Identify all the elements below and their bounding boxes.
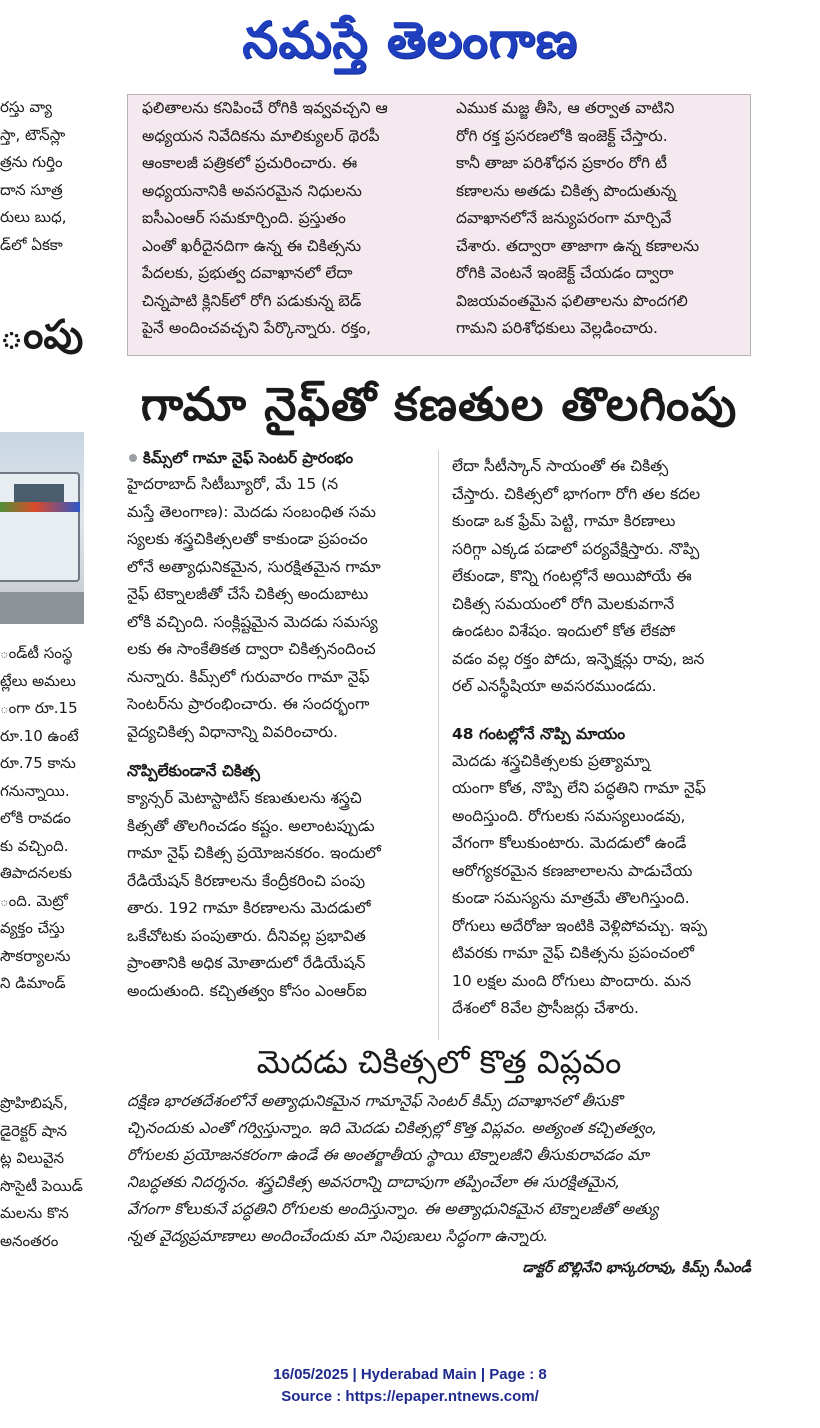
text-line: వైద్యచికిత్స విధానాన్ని వివరించారు. (127, 722, 338, 741)
text-line: దాన సూత్ర (0, 180, 63, 199)
text-line: స్యలకు శస్త్రచికిత్సలతో కాకుండా ప్రపంచం (127, 530, 368, 548)
text-line: ప్రొహిబిషన్, (0, 1094, 68, 1112)
quote-text (127, 1088, 751, 1250)
text-line: కానీ తాజా పరిశోధన ప్రకారం రోగి టీ (456, 154, 667, 172)
text-line: స్తా, టౌన్‌స్లా (0, 125, 66, 144)
metro-train-photo (0, 432, 84, 624)
text-line: తిపాదనలకు (0, 864, 72, 882)
text-line: మెదడు శస్త్రచికిత్సలకు ప్రత్యామ్నా (452, 751, 650, 770)
text-line: ట్లేలు అమలు (0, 671, 76, 690)
text-line: అధ్యయన నివేదికను మాలిక్యులర్ థెరపీ (142, 126, 380, 145)
text-line: యంగా కోత, నొప్పి లేని పద్ధతిని గామా నైఫ్ (452, 779, 706, 797)
text-line: అందుతుంది. కచ్చితత్వం కోసం ఎంఆర్ఐ (127, 981, 367, 1000)
text-line: విజయవంతమైన ఫలితాలను పొందగలి (456, 291, 688, 310)
text-line: దక్షిణ భారతదేశంలోనే అత్యాధునికమైన గామానైఫ్ సెంటర్ కిమ్స్ దవాఖానలో తీసుకొ (127, 1092, 622, 1110)
text-line: రేడియేషన్ కిరణాలను కేంద్రీకరించి పంపు (127, 871, 366, 890)
text-line: అధ్యయనానికి అవసరమైన నిధులను (142, 181, 362, 200)
footer-date-edition: 16/05/2025 | Hyderabad Main | Page : 8 (273, 1366, 547, 1383)
text-line: కుండా సమస్యను మాత్రమే తొలగిస్తుంది. (452, 889, 690, 907)
article-paragraph (127, 785, 425, 1005)
text-line: గామా నైఫ్ చికిత్స ప్రయోజనకరం. ఇందులో (127, 844, 381, 862)
text-line: రల్ ఎనస్థీషియా అవసరముండదు. (452, 677, 657, 695)
text-line: ని డిమాండ్ (0, 974, 66, 992)
page-footer (0, 1364, 820, 1408)
text-line: చేస్తారు. చికిత్సలో భాగంగా రోగి తల కదల (452, 484, 701, 503)
quote-headline: మెదడు చికిత్సలో కొత్త విప్లవం (256, 1043, 622, 1081)
main-headline: గామా నైఫ్‌తో కణతుల తొలగింపు (140, 377, 738, 431)
text-line: లేదా సీటీస్కాన్ సాయంతో ఈ చికిత్స (452, 457, 669, 475)
left-headline-fragment: ంపు (0, 312, 84, 358)
text-line: కుండా ఒక ఫ్రేమ్ పెట్టి, గామా కిరణాలు (452, 512, 676, 530)
text-line: మలను కొన (0, 1204, 69, 1222)
text-line: సౌకర్యాలను (0, 946, 71, 965)
text-line: ఒకేచోటకు పంపుతారు. దీనివల్ల ప్రభావిత (127, 926, 366, 945)
text-line: రోగులకు ప్రయోజనకరంగా ఉండే ఈ అంతర్జాతీయ స్థాయి టెక్నాలజీని తీసుకురావడం మా (127, 1146, 649, 1164)
text-line: రూ.10 ఉంటే (0, 726, 79, 745)
text-line: వడం వల్ల రక్తం పోదు, ఇన్ఫెక్షన్లు రావు, జన (452, 649, 705, 668)
article-paragraph (452, 748, 752, 1023)
text-line: తారు. 192 గామా కిరణాలను మెదడులో (127, 899, 371, 917)
article-paragraph (452, 453, 752, 701)
text-line: దేశంలో 8వేల ప్రొసీజర్లు చేశారు. (452, 999, 639, 1017)
text-line: వేగంగా కోలుకునే పద్ధతిని రోగులకు అందిస్తున్నాం. ఈ అత్యాధునికమైన టెక్నాలజీతో అత్యు (127, 1200, 659, 1218)
text-line: లోనే అత్యాధునికమైన, సురక్షితమైన గామా (127, 557, 381, 576)
text-line: డ్‌లో ఏకకా (0, 235, 63, 254)
text-line: రోగులు అదేరోజు ఇంటికి వెళ్లిపోవచ్చు. ఇప్ప (452, 916, 708, 935)
text-line: ఆంకాలజీ పత్రికలో ప్రచురించారు. ఈ (142, 154, 358, 172)
text-line: సరిగ్గా ఎక్కడ పడాలో పర్యవేక్షిస్తారు. నొప్పి (452, 539, 700, 558)
text-line: రోగి రక్త ప్రసరణలోకి ఇంజెక్ట్ చేస్తారు. (456, 126, 668, 145)
text-line: ండ్‌టీ సంస్థ (0, 644, 73, 662)
text-line: ఎంతో ఖరీదైనదిగా ఉన్న ఈ చికిత్సను (142, 236, 362, 255)
text-line: పేదలకు, ప్రభుత్వ దవాఖానలో లేదా (142, 264, 353, 282)
text-line: పైనే అందించవచ్చని పేర్కొన్నారు. రక్తం, (142, 319, 372, 337)
masthead (0, 0, 820, 84)
text-line: దవాఖానలోనే జన్యుపరంగా మార్చివే (456, 209, 672, 227)
text-line: క్యాన్సర్ మెటాస్టాటిస్ కణుతులను శస్త్రచి (127, 789, 362, 807)
subheading-1: నొప్పిలేకుండానే చికిత్స (127, 762, 260, 780)
text-line: ఉండటం విశేషం. ఇందులో కోత లేకపో (452, 622, 676, 640)
text-line: కు వచ్చింది. (0, 836, 69, 855)
text-line: సెంటర్‌ను ప్రారంభించారు. ఈ సందర్భంగా (127, 695, 370, 713)
text-line: గనున్నాయి. (0, 781, 70, 800)
text-line: రోగికి వెంటనే ఇంజెక్ట్ చేయడం ద్వారా (456, 264, 674, 282)
text-line: గామని పరిశోధకులు వెల్లడించారు. (456, 319, 658, 337)
text-line: వేగంగా కోలుకుంటారు. మెదడులో ఉండే (452, 834, 687, 852)
article-column-1 (127, 445, 425, 1005)
text-line: రస్తు వ్యా (0, 98, 52, 116)
text-line: హైదరాబాద్ సిటీబ్యూరో, మే 15 (న (127, 475, 339, 493)
text-line: నైఫ్ టెక్నాలజీతో చేసే చికిత్స అందుబాటు (127, 585, 369, 603)
article-paragraph (127, 471, 425, 746)
text-line: న్నత వైద్యప్రమాణాలు అందించేందుకు మా నిపుణులు సిద్ధంగా ఉన్నారు. (127, 1227, 549, 1245)
text-line: ఫలితాలను కనిపించే రోగికి ఇవ్వవచ్చని ఆ (142, 99, 388, 117)
text-line: సొసైటీ పెయిడ్ (0, 1176, 83, 1195)
text-line: వ్యక్తం చేస్తు (0, 919, 65, 937)
text-line: చిన్నపాటి క్లినిక్‌లో రోగి పడుకున్న బెడ్ (142, 291, 362, 310)
text-line: ప్రాంతానికి అధిక మోతాదులో రేడియేషన్ (127, 954, 366, 972)
shaded-article-box (127, 94, 751, 356)
text-line: అనంతరం (0, 1231, 59, 1250)
text-line: ంది. మెట్రో (0, 891, 68, 910)
text-line: నున్నారు. కిమ్స్‌లో గురువారం గామా నైఫ్ (127, 667, 370, 686)
text-line: లకు ఈ సాంకేతికత ద్వారా చికిత్సనందించ (127, 640, 376, 658)
text-line: లోకి రావడం (0, 809, 71, 827)
text-line: 10 లక్షల మంది రోగులు పొందారు. మన (452, 971, 692, 990)
text-line: రూ.75 కాను (0, 754, 76, 772)
newspaper-title: నమస్తే తెలంగాణ (242, 11, 578, 69)
text-line: రులు బుధ, (0, 208, 67, 226)
text-line: చ్చినందుకు ఎంతో గర్విస్తున్నాం. ఇది మెదడు చికిత్సల్లో కొత్త విప్లవం. అత్యంత కచ్చితత్వం, (127, 1119, 658, 1137)
text-line: కిత్సతో తొలగించడం కష్టం. అలాంటప్పుడు (127, 816, 375, 835)
left-column-clipped (0, 94, 84, 1274)
text-line: అందిస్తుంది. రోగులకు సమస్యలుండవు, (452, 806, 686, 825)
article-column-2 (452, 453, 752, 1023)
box-column-2 (456, 95, 740, 343)
box-column-1 (142, 95, 432, 343)
text-line: ఐసీఎంఆర్ సమకూర్చింది. ప్రస్తుతం (142, 209, 346, 227)
column-divider (438, 450, 439, 1040)
text-line: టివరకు గామా నైఫ్ చికిత్సను ప్రపంచంలో (452, 944, 695, 962)
text-line: త్రను గుర్తిం (0, 153, 63, 171)
text-line: ట్ల విలువైన (0, 1149, 65, 1167)
text-line: లేకుండా, కొన్ని గంటల్లోనే అయిపోయే ఈ (452, 567, 692, 585)
text-line: ఆరోగ్యకరమైన కణజాలాలను పాడుచేయ (452, 861, 693, 880)
text-line: ంగా రూ.15 (0, 699, 78, 717)
kicker-text: కిమ్స్‌లో గామా నైఫ్ సెంటర్ ప్రారంభం (143, 449, 354, 467)
text-line: చికిత్స సమయంలో రోగి మెలకువగానే (452, 594, 675, 613)
text-line: కణాలను అతడు చికిత్స పొందుతున్న (456, 181, 677, 200)
text-line: డైరెక్టర్ షాన (0, 1121, 68, 1140)
text-line: నిబద్ధతకు నిదర్శనం. శస్త్రచికిత్స అవసరాన్ని దాదాపుగా తప్పించేలా ఈ సురక్షితమైన, (127, 1173, 621, 1191)
kicker (127, 445, 425, 471)
footer-source: Source : https://epaper.ntnews.com/ (281, 1388, 539, 1405)
subheading-2: 48 గంటల్లోనే నొప్పి మాయం (452, 724, 626, 743)
bullet-icon (129, 454, 137, 462)
text-line: లోకి వచ్చింది. సంక్లిష్టమైన మెదడు సమస్య (127, 612, 378, 631)
quote-box (127, 1088, 751, 1250)
text-line: ఎముక మజ్జ తీసి, ఆ తర్వాత వాటిని (456, 99, 675, 117)
quote-signature: డాక్టర్ బొల్లినేని భాస్కరరావు, కిమ్స్ సీఎండీ (522, 1260, 751, 1276)
text-line: చేశారు. తద్వారా తాజాగా ఉన్న కణాలను (456, 236, 700, 255)
text-line: మస్తే తెలంగాణ): మెదడు సంబంధిత సమ (127, 502, 376, 521)
